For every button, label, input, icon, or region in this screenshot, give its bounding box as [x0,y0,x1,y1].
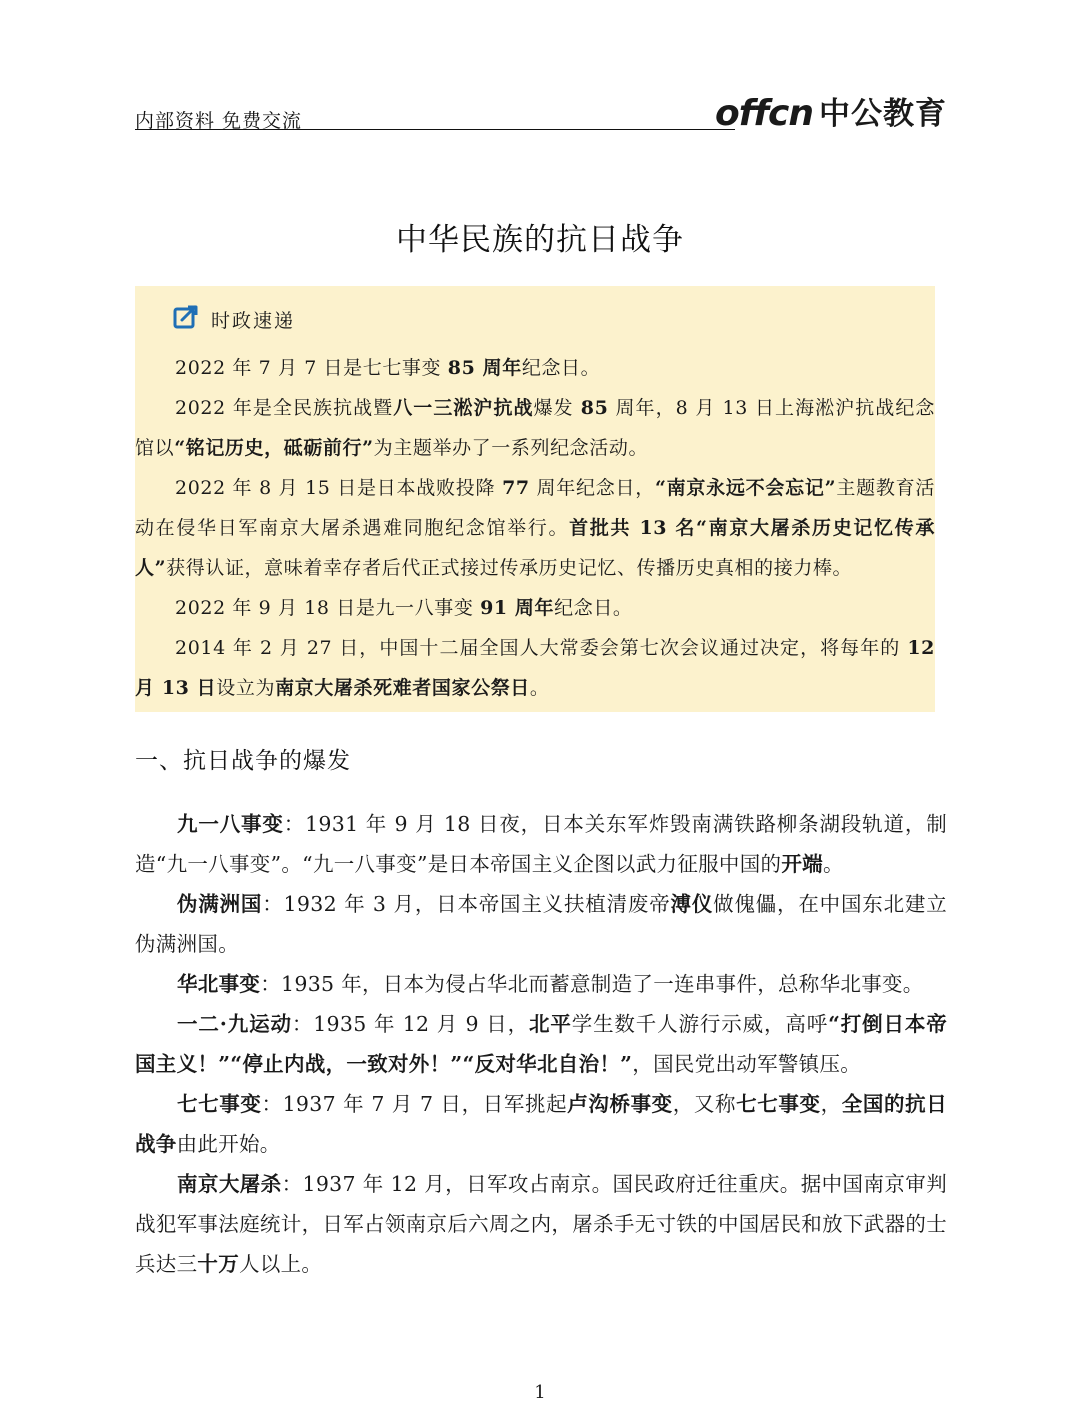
body-paragraph-6: 南京大屠杀：1937 年 12 月，日军攻占南京。国民政府迁往重庆。据中国南京审判战犯军事法庭统计，日军占领南京后六周之内，屠杀手无寸铁的中国居民和放下武器的士兵达三十万人以上。 [135,1172,947,1276]
news-box-label: 时政速递 [211,309,296,332]
offcn-logo [715,92,947,132]
body-paragraph-5: 七七事变：1937 年 7 月 7 日，日军挑起卢沟桥事变，又称七七事变，全国的抗日战争由此开始。 [135,1092,948,1156]
header-left-text: 内部资料 免费交流 [135,110,303,132]
edit-icon [173,304,199,334]
page-header [135,86,947,134]
news-paragraph-5: 2014 年 2 月 27 日，中国十二届全国人大常委会第七次会议通过决定，将每年的 12 月 13 日设立为南京大屠杀死难者国家公祭日。 [135,637,935,699]
news-paragraph-4: 2022 年 9 月 18 日是九一八事变 91 周年纪念日。 [175,597,633,619]
document-title: 中华民族的抗日战争 [396,222,684,258]
news-paragraph-3: 2022 年 8 月 15 日是日本战败投降 77 周年纪念日，“南京永远不会忘记”主题教育活动在侵华日军南京大屠杀遇难同胞纪念馆举行。首批共 13 名“南京大屠杀历史记忆传承人”获得认证，意味着幸存者后代正式接过传承历史记忆、传播历史真相的接力棒。 [135,477,935,579]
page-number: 1 [534,1382,546,1403]
header-rule [135,129,735,130]
news-box-header [173,304,295,334]
body-paragraph-2: 伪满洲国：1932 年 3 月，日本帝国主义扶植清废帝溥仪做傀儡，在中国东北建立伪满洲国。 [135,892,947,956]
section-heading: 一、抗日战争的爆发 [135,748,351,774]
logo-en-text: offcn [714,93,813,134]
news-paragraph-2: 2022 年是全民族抗战暨八一三淞沪抗战爆发 85 周年，8 月 13 日上海淞沪抗战纪念馆以“铭记历史，砥砺前行”为主题举办了一系列纪念活动。 [135,397,935,459]
body-paragraph-3: 华北事变：1935 年，日本为侵占华北而蓄意制造了一连串事件，总称华北事变。 [177,972,924,996]
news-box [135,286,935,712]
news-paragraph-1: 2022 年 7 月 7 日是七七事变 85 周年纪念日。 [175,357,601,379]
body-paragraph-1: 九一八事变：1931 年 9 月 18 日夜，日本关东军炸毁南满铁路柳条湖段轨道，制造“九一八事变”。“九一八事变”是日本帝国主义企图以武力征服中国的开端。 [135,812,948,876]
body-paragraph-4: 一二·九运动：1935 年 12 月 9 日，北平学生数千人游行示威，高呼“打倒日本帝国主义！”“停止内战，一致对外！”“反对华北自治！”，国民党出动军警镇压。 [135,1012,948,1076]
logo-cn-text: 中公教育 [819,96,947,132]
